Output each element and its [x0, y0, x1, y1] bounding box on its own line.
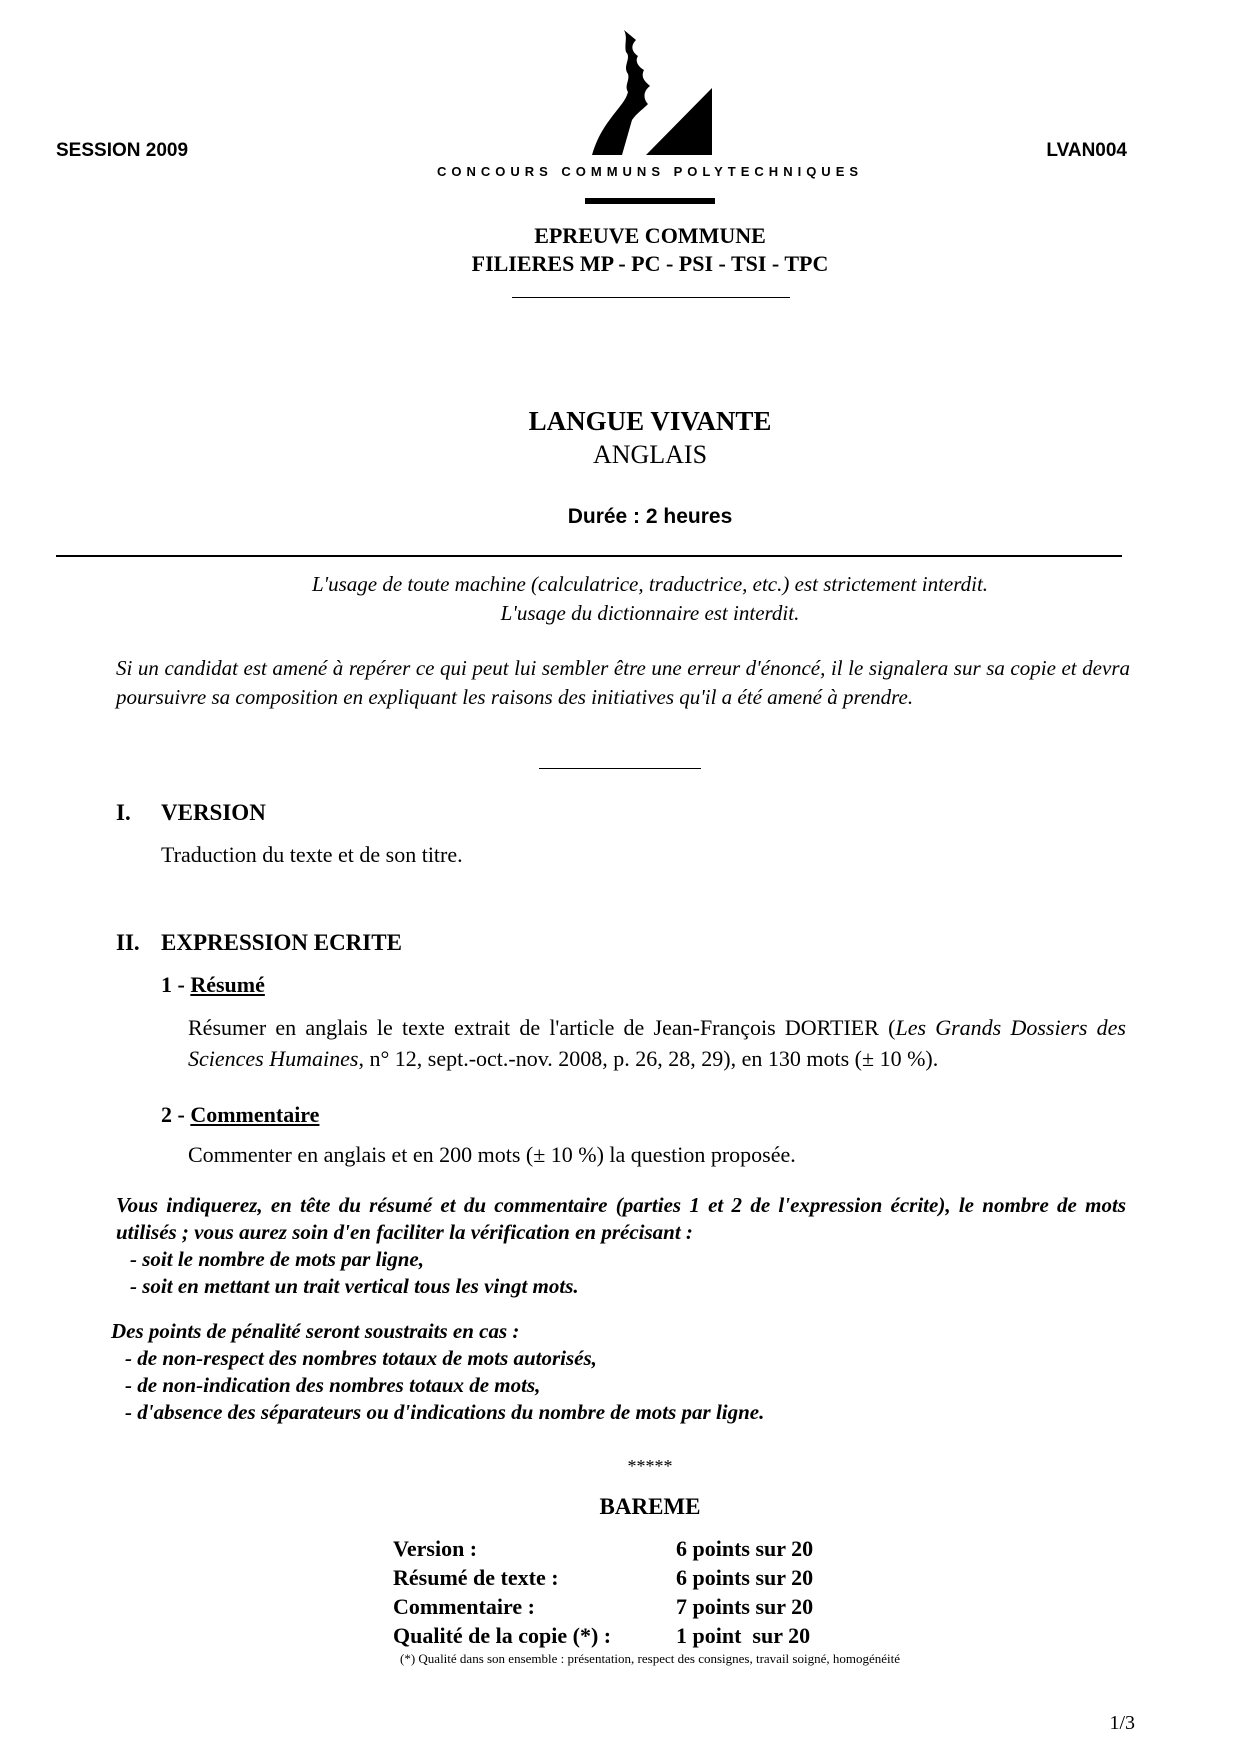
- list-item: - soit le nombre de mots par ligne,: [130, 1247, 424, 1271]
- logo-bar: [585, 198, 715, 204]
- rules-block: [100, 570, 1200, 628]
- ccp-logo-icon: [584, 30, 714, 155]
- section-number: II.: [116, 930, 140, 955]
- bareme-footnote: (*) Qualité dans son ensemble : présentation, respect des consignes, travail soigné, homogénéité: [400, 1651, 900, 1666]
- bareme-points: 1 point sur 20: [676, 1622, 811, 1648]
- resume-heading: [161, 972, 265, 998]
- section-title: VERSION: [161, 800, 266, 825]
- penalties-intro: Des points de pénalité seront soustraits en cas :: [111, 1319, 520, 1343]
- instructions-list: [116, 1246, 1126, 1300]
- dictionary-rule: L'usage du dictionnaire est interdit.: [500, 601, 800, 625]
- commentaire-instruction: Commenter en anglais et en 200 mots (± 10 %) la question proposée.: [188, 1142, 796, 1167]
- section-body: Traduction du texte et de son titre.: [161, 842, 463, 867]
- exam-code: LVAN004: [1046, 140, 1127, 161]
- bareme-points: 6 points sur 20: [676, 1564, 814, 1590]
- resume-text-end: , n° 12, sept.-oct.-nov. 2008, p. 26, 28, 29), en 130 mots (± 10 %).: [358, 1046, 939, 1071]
- subject-title: LANGUE VIVANTE: [528, 406, 772, 436]
- bareme-points: 7 points sur 20: [676, 1593, 814, 1619]
- divider: [512, 297, 790, 298]
- bareme-table: [393, 1534, 856, 1650]
- exam-header: [350, 222, 950, 278]
- list-item: - de non-indication des nombres totaux de mots,: [125, 1373, 541, 1397]
- section-number: I.: [116, 800, 131, 825]
- word-count-instructions: [116, 1192, 1126, 1300]
- resume-source: Les Grands Dossiers des Sciences Humaines: [188, 1015, 1126, 1071]
- page-number: 1/3: [1109, 1712, 1135, 1734]
- commentaire-title: Commentaire: [190, 1102, 320, 1127]
- commentaire-prefix: 2 -: [161, 1102, 191, 1127]
- bareme-points: 6 points sur 20: [676, 1535, 814, 1561]
- table-row: [393, 1621, 856, 1650]
- bareme-title: BAREME: [599, 1494, 701, 1519]
- penalties-list: [111, 1345, 1121, 1426]
- table-row: [393, 1563, 856, 1592]
- list-item: - d'absence des séparateurs ou d'indications du nombre de mots par ligne.: [125, 1400, 765, 1424]
- list-item: - de non-respect des nombres totaux de mots autorisés,: [125, 1346, 597, 1370]
- resume-instruction: [188, 1012, 1126, 1074]
- epreuve-label: EPREUVE COMMUNE: [534, 223, 766, 248]
- resume-title: Résumé: [190, 972, 265, 997]
- bareme-label: Commentaire :: [393, 1593, 535, 1619]
- bareme-label: Résumé de texte :: [393, 1564, 559, 1590]
- organisation-name: CONCOURS COMMUNS POLYTECHNIQUES: [436, 164, 864, 179]
- penalties-block: [111, 1318, 1121, 1426]
- commentaire-heading: [161, 1102, 319, 1128]
- bareme-label: Qualité de la copie (*) :: [393, 1622, 612, 1648]
- resume-text: Résumer en anglais le texte extrait de l'article de Jean-François DORTIER (: [188, 1015, 896, 1040]
- duration: Durée : 2 heures: [567, 505, 733, 528]
- language-title: ANGLAIS: [592, 440, 708, 469]
- list-item: - soit en mettant un trait vertical tous les vingt mots.: [130, 1274, 579, 1298]
- session-label: SESSION 2009: [56, 140, 189, 161]
- filieres-label: FILIERES MP - PC - PSI - TSI - TPC: [471, 251, 829, 276]
- instructions-intro: Vous indiquerez, en tête du résumé et du commentaire (parties 1 et 2 de l'expression écrite), le nombre de mots utilisés ; vous aurez soin d'en faciliter la vérification en précisant :: [116, 1193, 1126, 1244]
- resume-prefix: 1 -: [161, 972, 191, 997]
- error-rule: Si un candidat est amené à repérer ce qui peut lui sembler être une erreur d'énoncé, il le signalera sur sa copie et devra poursuivre sa composition en expliquant les raisons des initiatives qu'il a été amené à prendre.: [116, 656, 1130, 709]
- separator-stars: *****: [627, 1456, 673, 1476]
- bareme-label: Version :: [393, 1535, 478, 1561]
- divider: [56, 555, 1122, 557]
- table-row: [393, 1592, 856, 1621]
- machine-rule: L'usage de toute machine (calculatrice, traductrice, etc.) est strictement interdit.: [311, 572, 989, 596]
- section-title: EXPRESSION ECRITE: [161, 930, 402, 955]
- divider: [539, 768, 701, 769]
- table-row: [393, 1534, 856, 1563]
